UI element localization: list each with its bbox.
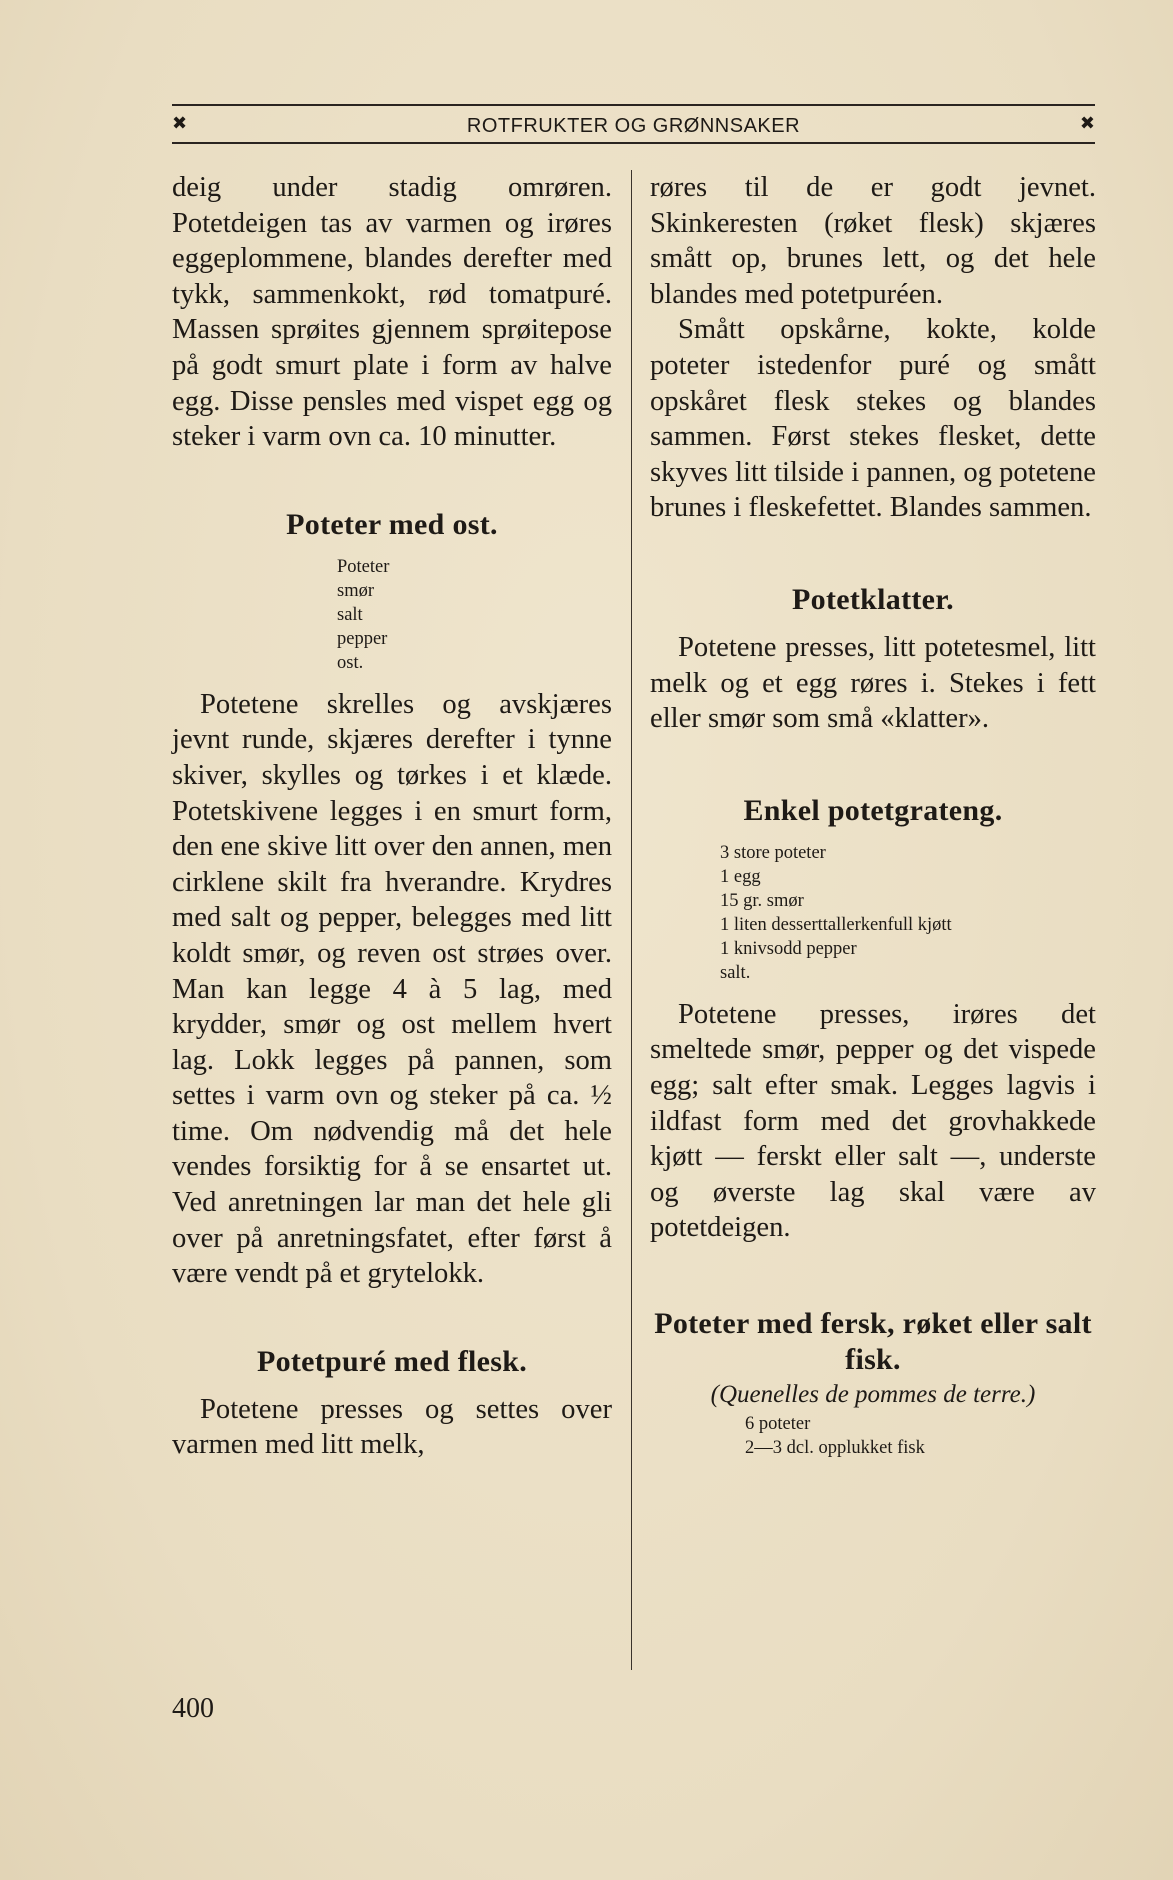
left-column bbox=[172, 170, 612, 1463]
intro-paragraph: deig under stadig omrøren. Potetdeigen tas av varmen og irøres eggeplommene, blandes derefter med tykk, sammenkokt, rød tomatpuré. Massen sprøites gjennem sprøitepose på godt smurt plate i form av halve egg. Disse pensles med vispet egg og steker i varm ovn ca. 10 minutter. bbox=[172, 172, 612, 453]
ingredient: 2—3 dcl. opplukket fisk bbox=[745, 1437, 925, 1458]
ingredient: ost. bbox=[337, 652, 364, 673]
recipe-title-potetklatter: Potetklatter. bbox=[792, 582, 954, 616]
ornament-left-icon: ✖ bbox=[172, 113, 188, 134]
ingredient: Poteter bbox=[337, 556, 390, 577]
ingredient: salt. bbox=[720, 962, 751, 983]
ingredient: 1 knivsodd pepper bbox=[720, 938, 857, 959]
ingredient: pepper bbox=[337, 628, 388, 649]
ingredient-list-enkel-potetgrateng bbox=[720, 841, 1096, 985]
ingredient-list-poteter-med-fisk bbox=[745, 1412, 1096, 1460]
continuation-paragraph: røres til de er godt jevnet. Skinkeresten (røket flesk) skjæres smått op, brunes lett, og det hele blandes med potetpuréen. bbox=[650, 172, 1096, 310]
ingredient: 3 store poteter bbox=[720, 842, 826, 863]
running-header-title: ROTFRUKTER OG GRØNNSAKER bbox=[466, 115, 801, 137]
ingredient-list-poteter-med-ost bbox=[337, 555, 612, 675]
recipe-subtitle-quenelles: (Quenelles de pommes de terre.) bbox=[710, 1380, 1036, 1408]
recipe-title-poteter-med-fisk: Poteter med fersk, røket eller salt fisk. bbox=[654, 1306, 1092, 1376]
ingredient: 1 liten desserttallerkenfull kjøtt bbox=[720, 914, 952, 935]
recipe-text-potetpure-med-flesk: Potetene presses og settes over varmen med litt melk, bbox=[172, 1393, 612, 1461]
recipe-title-enkel-potetgrateng: Enkel potetgrateng. bbox=[743, 793, 1003, 827]
running-header bbox=[172, 104, 1095, 144]
right-column bbox=[650, 170, 1096, 1460]
recipe-title-potetpure-med-flesk: Potetpuré med flesk. bbox=[256, 1344, 528, 1378]
ingredient: 1 egg bbox=[720, 866, 761, 887]
ornament-right-icon: ✖ bbox=[1079, 113, 1095, 134]
ingredient: smør bbox=[337, 580, 374, 601]
continuation-paragraph-2: Smått opskårne, kokte, kolde poteter istedenfor puré og smått opskåret flesk stekes og blandes sammen. Først stekes flesket, dette skyves litt tilside i pannen, og potetene brunes i fleskefettet. Blandes sammen. bbox=[650, 314, 1096, 524]
ingredient: 15 gr. smør bbox=[720, 890, 804, 911]
column-divider bbox=[631, 170, 632, 1670]
page-number: 400 bbox=[172, 1693, 214, 1724]
ingredient: salt bbox=[337, 604, 363, 625]
ingredient: 6 poteter bbox=[745, 1413, 811, 1434]
recipe-text-potetklatter: Potetene presses, litt potetesmel, litt melk og et egg røres i. Stekes i fett eller smør som små «klatter». bbox=[650, 631, 1096, 735]
recipe-text-poteter-med-ost: Potetene skrelles og avskjæres jevnt runde, skjæres derefter i tynne skiver, skylles og tørkes i et klæde. Potetskivene legges i en smurt form, den ene skive litt over den annen, men cirklene skilt fra hverandre. Krydres med salt og pepper, belegges med litt koldt smør, og reven ost strøes over. Man kan legge 4 à 5 lag, med krydder, smør og ost mellem hvert lag. Lokk legges på pannen, som settes i varm ovn og steker på ca. ½ time. Om nødvendig må det hele vendes forsiktig for å se ensartet ut. Ved anretningen lar man det hele gli over på anretningsfatet, efter først å være vendt på et grytelokk. bbox=[172, 688, 612, 1290]
recipe-title-poteter-med-ost: Poteter med ost. bbox=[286, 507, 498, 541]
recipe-text-enkel-potetgrateng: Potetene presses, irøres det smeltede smør, pepper og det vispede egg; salt efter smak. Legges lagvis i ildfast form med det grovhakkede kjøtt — ferskt eller salt —, underste og øverste lag skal være av potetdeigen. bbox=[650, 998, 1096, 1244]
